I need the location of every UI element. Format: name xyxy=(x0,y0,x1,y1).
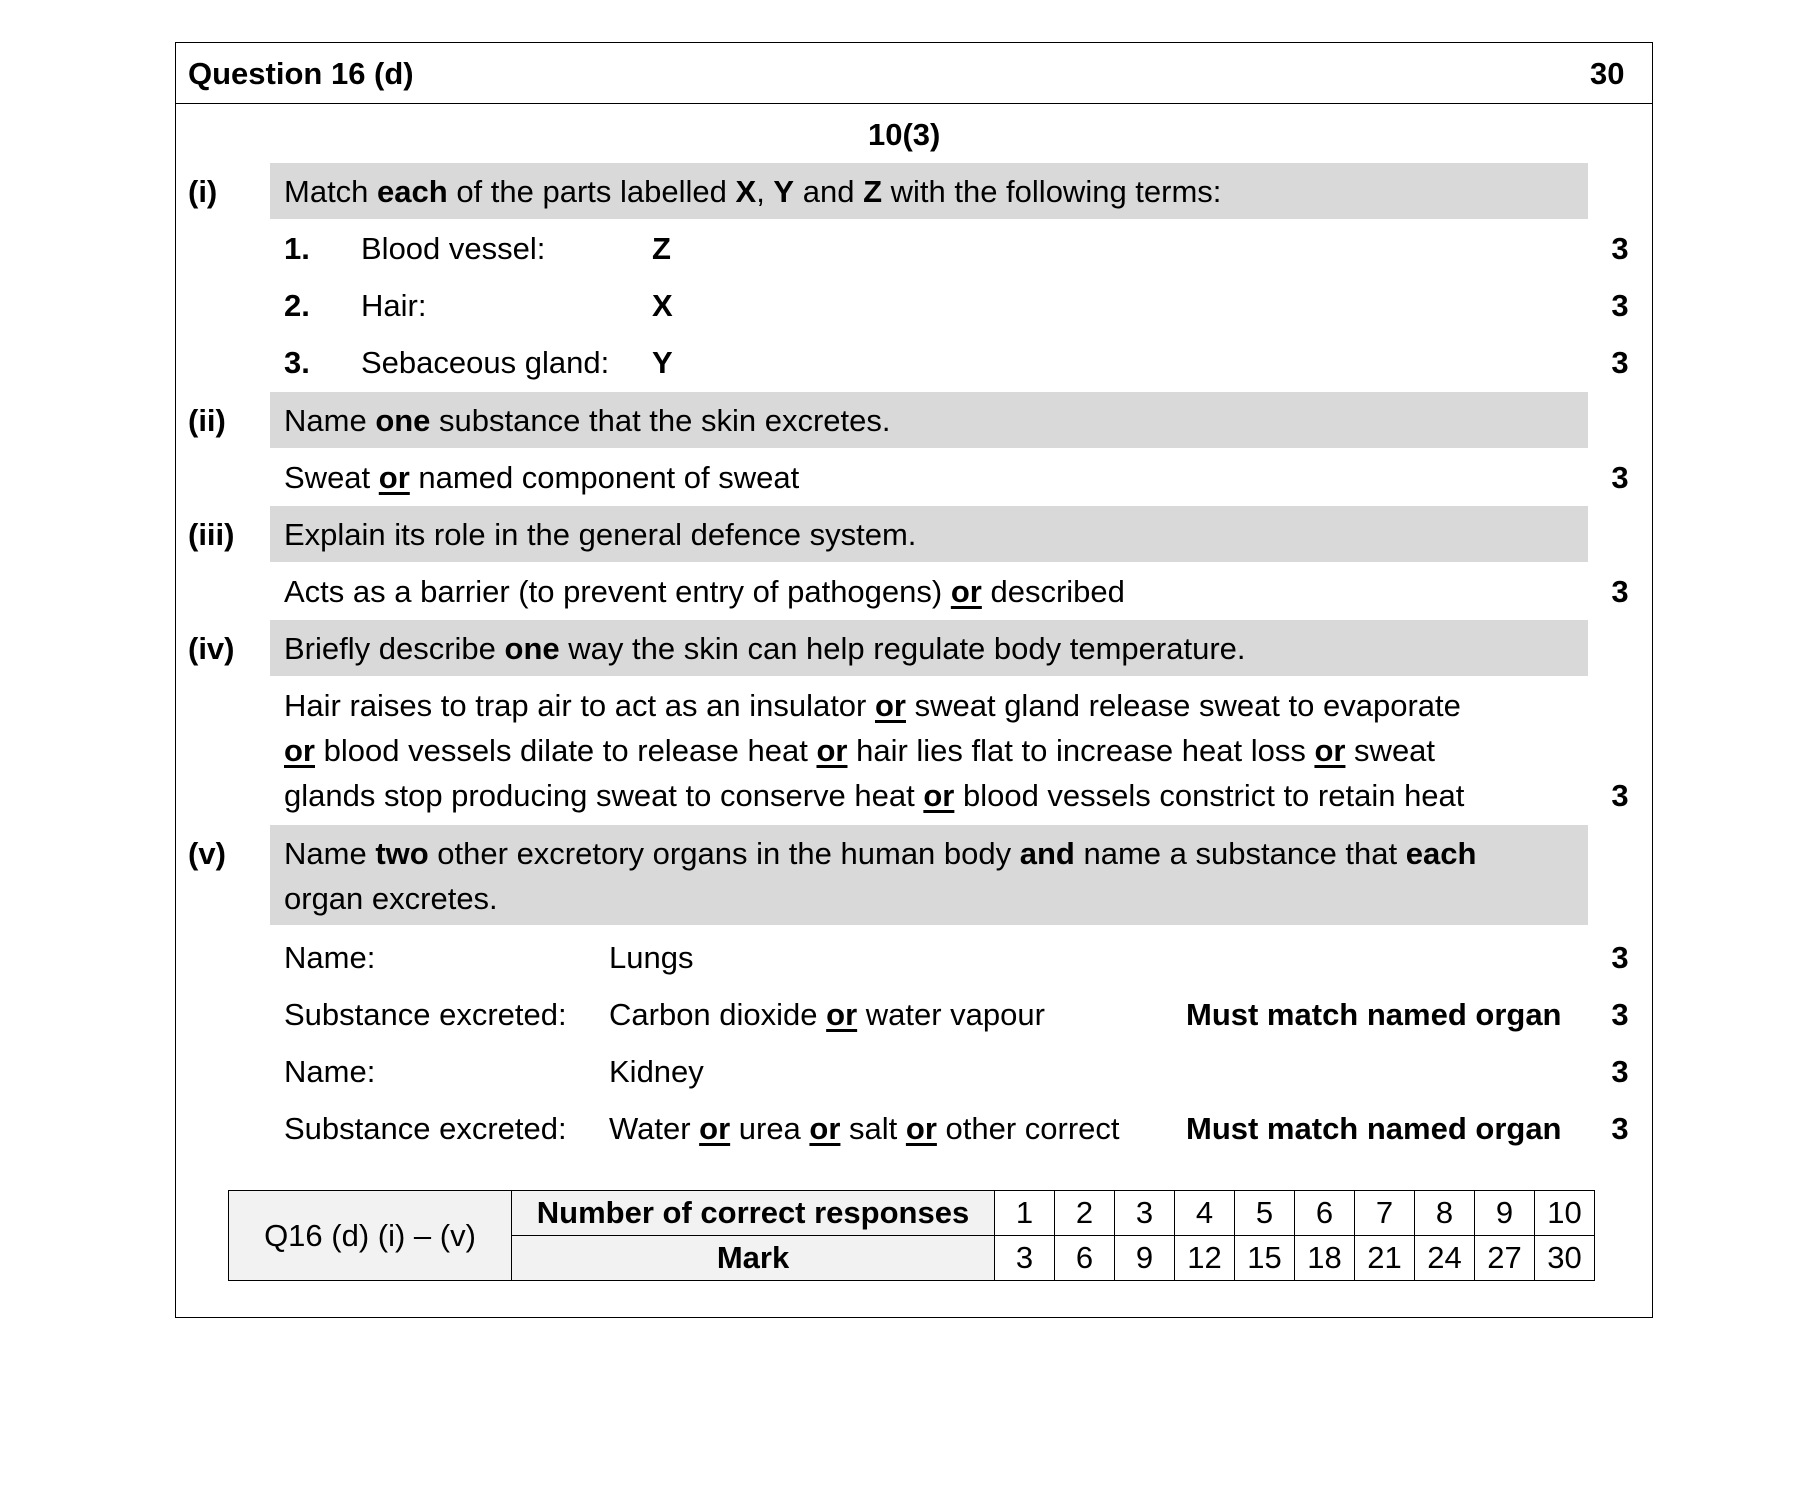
table-row-header: Mark xyxy=(512,1236,995,1281)
part-label-iii: (iii) xyxy=(188,517,235,552)
substance-label: Substance excreted: xyxy=(284,997,567,1032)
mark-cell: 3 xyxy=(995,1236,1055,1281)
response-count-cell: 3 xyxy=(1115,1191,1175,1236)
mark-cell: 27 xyxy=(1475,1236,1535,1281)
substance-mark: 3 xyxy=(1611,997,1629,1032)
item-mark: 3 xyxy=(1611,288,1629,323)
part-iv-answer-line: or blood vessels dilate to release heat or hair lies flat to increase heat loss or sweat xyxy=(284,733,1436,768)
part-v-question-cont: organ excretes. xyxy=(284,881,498,916)
response-count-cell: 6 xyxy=(1295,1191,1355,1236)
response-count-cell: 2 xyxy=(1055,1191,1115,1236)
response-count-cell: 10 xyxy=(1535,1191,1595,1236)
part-ii-answer: Sweat or named component of sweat xyxy=(284,460,800,495)
item-mark: 3 xyxy=(1611,231,1629,266)
organ-name-value: Lungs xyxy=(609,940,694,975)
response-count-cell: 7 xyxy=(1355,1191,1415,1236)
part-ii-question: Name one substance that the skin excretes. xyxy=(284,403,891,438)
mark-allocation: 10(3) xyxy=(868,117,941,152)
item-answer: Z xyxy=(652,231,671,266)
part-v-question: Name two other excretory organs in the human body and name a substance that each xyxy=(284,836,1477,871)
substance-value: Water or urea or salt or other correct xyxy=(609,1111,1120,1146)
part-i-question: Match each of the parts labelled X, Y and Z with the following terms: xyxy=(284,174,1222,209)
part-label-iv: (iv) xyxy=(188,631,235,666)
item-term: Hair: xyxy=(361,288,427,323)
substance-value: Carbon dioxide or water vapour xyxy=(609,997,1045,1032)
table-row-header: Number of correct responses xyxy=(512,1191,995,1236)
item-mark: 3 xyxy=(1611,345,1629,380)
part-iii-answer: Acts as a barrier (to prevent entry of pathogens) or described xyxy=(284,574,1125,609)
part-label-v: (v) xyxy=(188,836,226,871)
response-count-cell: 9 xyxy=(1475,1191,1535,1236)
response-count-cell: 5 xyxy=(1235,1191,1295,1236)
mark-cell: 24 xyxy=(1415,1236,1475,1281)
part-label-i: (i) xyxy=(188,174,218,209)
mark-cell: 18 xyxy=(1295,1236,1355,1281)
mark-cell: 9 xyxy=(1115,1236,1175,1281)
item-answer: X xyxy=(652,288,673,323)
item-number: 2. xyxy=(284,288,310,323)
organ-mark: 3 xyxy=(1611,940,1629,975)
item-answer: Y xyxy=(652,345,673,380)
item-number: 3. xyxy=(284,345,310,380)
table-row xyxy=(229,1191,1595,1236)
substance-label: Substance excreted: xyxy=(284,1111,567,1146)
part-iv-answer-line: Hair raises to trap air to act as an insulator or sweat gland release sweat to evaporate xyxy=(284,688,1461,723)
item-term: Sebaceous gland: xyxy=(361,345,610,380)
mark-cell: 6 xyxy=(1055,1236,1115,1281)
table-label-cell: Q16 (d) (i) – (v) xyxy=(229,1191,512,1281)
response-count-cell: 1 xyxy=(995,1191,1055,1236)
part-iv-answer-line: glands stop producing sweat to conserve heat or blood vessels constrict to retain heat xyxy=(284,778,1465,813)
organ-name-label: Name: xyxy=(284,940,376,975)
marking-table xyxy=(228,1190,1595,1281)
question-total-marks: 30 xyxy=(1590,56,1625,91)
item-term: Blood vessel: xyxy=(361,231,546,266)
marking-note: Must match named organ xyxy=(1186,1111,1562,1146)
part-iii-question: Explain its role in the general defence system. xyxy=(284,517,917,552)
response-count-cell: 4 xyxy=(1175,1191,1235,1236)
organ-mark: 3 xyxy=(1611,1054,1629,1089)
organ-name-label: Name: xyxy=(284,1054,376,1089)
header-divider xyxy=(175,103,1653,104)
mark-cell: 30 xyxy=(1535,1236,1595,1281)
part-iv-question: Briefly describe one way the skin can help regulate body temperature. xyxy=(284,631,1246,666)
question-title: Question 16 (d) xyxy=(188,56,414,91)
part-ii-mark: 3 xyxy=(1611,460,1629,495)
mark-cell: 21 xyxy=(1355,1236,1415,1281)
mark-cell: 15 xyxy=(1235,1236,1295,1281)
item-number: 1. xyxy=(284,231,310,266)
marking-note: Must match named organ xyxy=(1186,997,1562,1032)
mark-cell: 12 xyxy=(1175,1236,1235,1281)
part-iii-mark: 3 xyxy=(1611,574,1629,609)
part-iv-mark: 3 xyxy=(1611,778,1629,813)
organ-name-value: Kidney xyxy=(609,1054,704,1089)
response-count-cell: 8 xyxy=(1415,1191,1475,1236)
substance-mark: 3 xyxy=(1611,1111,1629,1146)
part-label-ii: (ii) xyxy=(188,403,226,438)
